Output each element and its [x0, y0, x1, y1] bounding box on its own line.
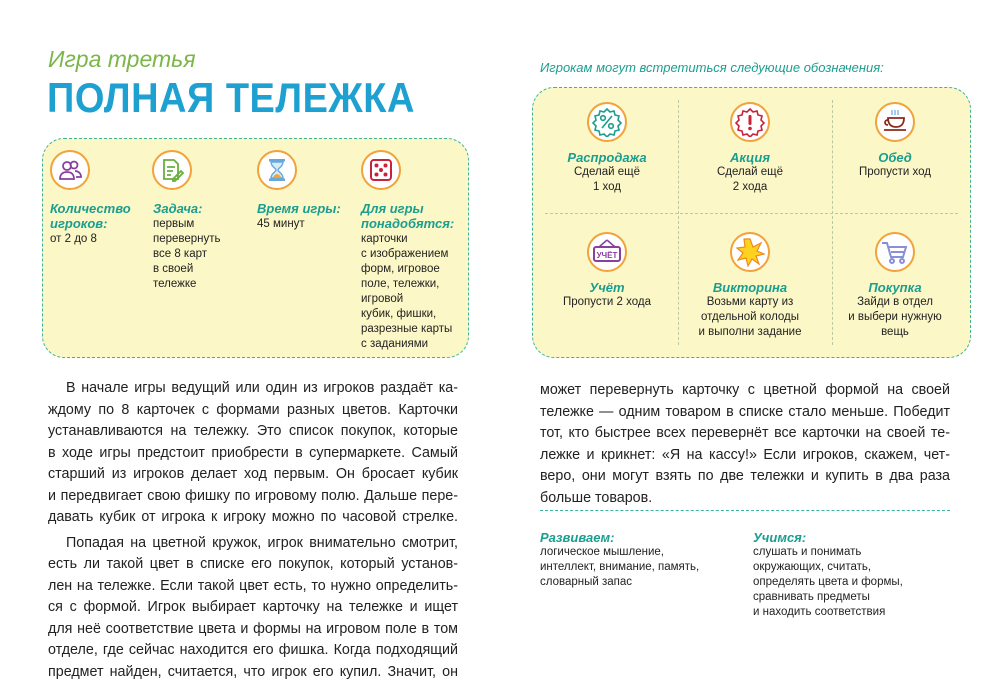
text-line: перевернуть	[153, 233, 221, 245]
text-line: тележке	[153, 278, 197, 290]
text-line: словарный запас	[540, 576, 633, 588]
legend-label: Учёт	[589, 280, 625, 295]
game-title: ПОЛНАЯ ТЕЛЕЖКА	[47, 75, 415, 123]
paragraph	[48, 533, 458, 684]
info-value	[50, 232, 97, 247]
legend-item	[680, 232, 820, 340]
text-line: логическое мышление,	[540, 546, 665, 558]
text-line: Возьми карту из	[706, 296, 794, 308]
text-line: давать кубик от игрока к игроку можно по часовой стрелке.	[48, 509, 458, 525]
text-line: вещь	[881, 326, 909, 338]
text-line: интеллект, внимание, память,	[540, 561, 700, 573]
legend-item	[680, 102, 820, 195]
text-line: отдельной колоды	[700, 311, 800, 323]
legend-item	[537, 102, 677, 195]
legend-label: Покупка	[868, 280, 922, 295]
legend-label: Обед	[878, 150, 912, 165]
paragraph	[48, 378, 458, 529]
legend-text	[537, 165, 677, 195]
text-line: Попадая на цветной кружок, игрок внимательно смотрит,	[66, 534, 458, 551]
legend-text	[825, 165, 965, 180]
info-label: Для игры понадобятся:	[361, 201, 455, 231]
text-line: от 2 до 8	[50, 233, 97, 245]
text-line: определять цвета и формы,	[753, 576, 903, 588]
task-icon	[152, 150, 192, 190]
legend-label: Викторина	[712, 280, 788, 295]
text-line: с изображением	[361, 248, 449, 260]
text-line: с заданиями	[361, 338, 429, 350]
right-body-text	[540, 380, 950, 509]
text-line: лежке и крикнет: «Я на кассу!» Если игроков, скажем, чет-	[540, 446, 950, 463]
text-line: Зайди в отдел	[857, 296, 933, 308]
section-divider	[540, 510, 950, 511]
text-line: В начале игры ведущий или один из игроков раздаёт ка-	[66, 380, 458, 396]
info-label: Задача:	[153, 201, 203, 216]
develop-section	[540, 530, 699, 590]
legend-text	[680, 295, 820, 340]
promo-icon	[730, 102, 770, 142]
text-line: и передвигает свою фишку по игровому полю. Дальше пере-	[48, 487, 458, 504]
inventory-sign-icon	[587, 232, 627, 272]
legend-label: Акция	[730, 150, 770, 165]
text-line: игровой	[361, 293, 404, 305]
develop-label: Развиваем:	[540, 530, 615, 545]
text-line: старший из игроков делает ход первым. Он бросает кубик	[48, 466, 458, 482]
info-value	[257, 217, 305, 232]
legend-item	[825, 102, 965, 180]
text-line: все 8 карт	[153, 248, 208, 260]
dice-icon	[361, 150, 401, 190]
text-line: тележке — одним товаром в списке стало меньше. Победит	[540, 403, 950, 420]
text-line: окружающих, считать,	[753, 561, 872, 573]
text-line: Сделай ещё	[573, 166, 640, 178]
text-line: лен на тележке. Если такой цвет есть, то нужно определить-	[48, 577, 458, 594]
text-line: слушать и понимать	[753, 546, 862, 558]
text-line: форм, игровое	[361, 263, 440, 275]
text-line: тот, кто быстрее всех перевернёт все карточки на своей те-	[540, 425, 950, 441]
text-line: карточки	[361, 233, 408, 245]
text-line: 2 хода	[732, 181, 768, 193]
text-line: может перевернуть карточку с цветной формой на своей	[540, 382, 950, 398]
text-line: 45 минут	[257, 218, 305, 230]
text-line: разрезные карты	[361, 323, 453, 335]
divider	[678, 100, 679, 345]
info-label: Время игры:	[257, 201, 341, 216]
star-burst-icon	[730, 232, 770, 272]
divider	[545, 213, 958, 214]
text-line: кубик, фишки,	[361, 308, 437, 320]
text-line: ждому по 8 карточек с формами разных цветов. Карточки	[48, 401, 458, 418]
info-label: Количество игроков:	[50, 201, 131, 231]
players-icon	[50, 150, 90, 190]
legend-item	[825, 232, 965, 340]
info-value	[361, 232, 452, 352]
text-line: в ходе игры предстоит приобрести в супермаркете. Самый	[48, 444, 458, 461]
text-line: Сделай ещё	[716, 166, 783, 178]
info-value	[153, 217, 221, 292]
text-line: поле, тележки,	[361, 278, 440, 290]
text-line: Пропусти 2 хода	[562, 296, 651, 308]
text-line: устанавливаются на тележку. Это список покупок, которые	[48, 423, 458, 439]
legend-text	[537, 295, 677, 310]
svg-text:УЧЁТ: УЧЁТ	[596, 251, 618, 260]
legend-header: Игрокам могут встретиться следующие обозначения:	[540, 60, 884, 75]
legend-text	[825, 295, 965, 340]
hourglass-icon	[257, 150, 297, 190]
text-line: Пропусти ход	[858, 166, 931, 178]
text-line: больше товаров.	[540, 489, 653, 506]
text-line: есть ли такой цвет в списке его покупок, который установ-	[48, 556, 458, 572]
text-line: сравнивать предметы	[753, 591, 870, 603]
text-line: отделе, где сейчас находится его фишка. Когда подходящий	[48, 642, 458, 658]
left-body-text	[48, 378, 458, 683]
text-line: и выбери нужную	[848, 311, 942, 323]
text-line: и выполни задание	[698, 326, 802, 338]
text-line: и находить соответствия	[753, 606, 886, 618]
legend-label: Распродажа	[567, 150, 647, 165]
text-line: 1 ход	[592, 181, 622, 193]
legend-item	[537, 232, 677, 310]
legend-text	[680, 165, 820, 195]
game-subtitle: Игра третья	[48, 46, 196, 72]
text-line: для неё соответствие цвета и формы на игровом поле в том	[48, 620, 458, 637]
text-line: предмет найден, считается, что игрок его купил. Значит, он	[48, 663, 458, 680]
learn-label: Учимся:	[753, 530, 807, 545]
text-line: ся с формой. Игрок выбирает карточку на тележке и ищет	[48, 599, 458, 615]
text-line: в своей	[153, 263, 194, 275]
learn-section	[753, 530, 903, 620]
cart-icon	[875, 232, 915, 272]
text-line: первым	[153, 218, 195, 230]
sale-icon	[587, 102, 627, 142]
coffee-cup-icon	[875, 102, 915, 142]
text-line: веро, они могут взять по две тележки и купить в два раза	[540, 468, 950, 484]
